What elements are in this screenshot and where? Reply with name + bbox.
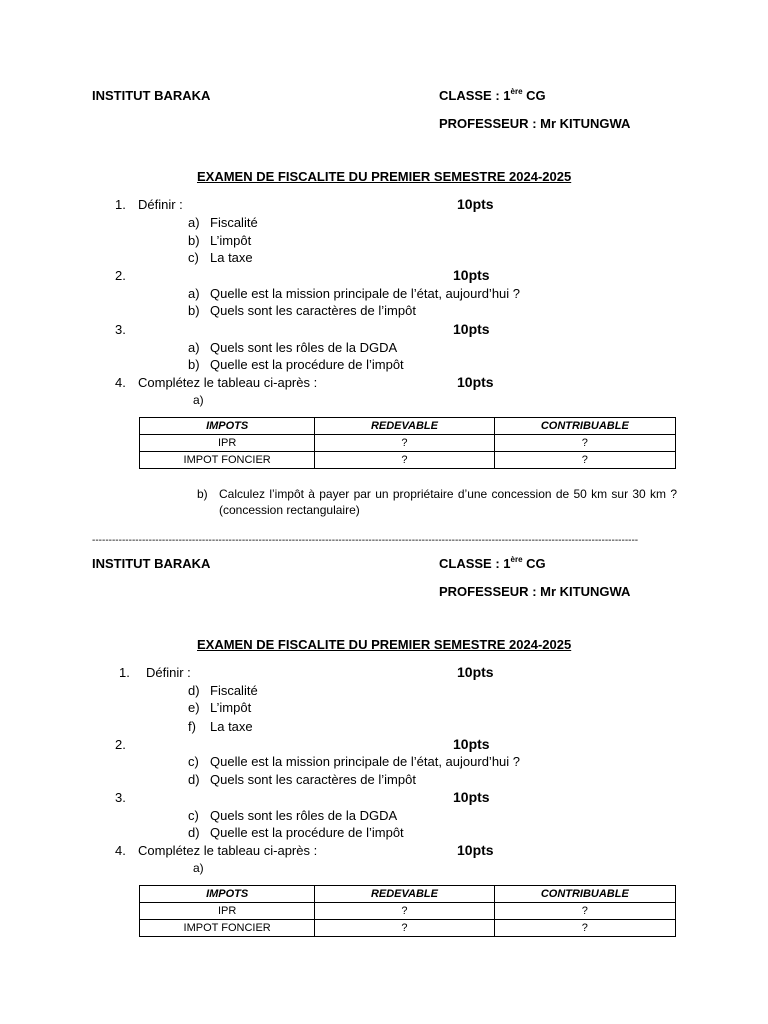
sub-label: a)	[193, 861, 204, 875]
sub-item: Fiscalité	[210, 215, 258, 230]
table-cell: IPR	[140, 903, 315, 920]
sub-item: Calculez l’impôt à payer par un propriétaire d’une concession de 50 km sur 30 km ? (concession rectangulaire)	[219, 487, 677, 517]
table-cell: ?	[494, 452, 675, 469]
table-cell: ?	[315, 452, 494, 469]
sub-label: e)	[188, 700, 200, 715]
cut-separator: --------------------------------------------------------------------------------------------------------------------------------------------------------------------	[92, 535, 639, 546]
points-badge: 10pts	[457, 196, 494, 212]
table-row	[140, 452, 676, 469]
points-badge: 10pts	[453, 321, 490, 337]
table-cell: ?	[494, 435, 675, 452]
table-header-cell: REDEVABLE	[315, 886, 494, 903]
sub-label: b)	[188, 357, 200, 372]
sub-label: a)	[193, 393, 204, 407]
sub-item: L’impôt	[210, 233, 252, 248]
table-cell: ?	[315, 903, 494, 920]
sub-question-b	[197, 486, 677, 518]
table-cell: ?	[494, 920, 675, 937]
question-number: 2.	[115, 268, 126, 283]
school-name: INSTITUT BARAKA	[92, 88, 211, 103]
question-text: Définir :	[146, 665, 191, 680]
tax-table	[139, 417, 676, 469]
table-row	[140, 435, 676, 452]
sub-item: Quels sont les caractères de l’impôt	[210, 772, 416, 787]
sub-label: c)	[188, 754, 199, 769]
points-badge: 10pts	[457, 664, 494, 680]
teacher-label: PROFESSEUR : Mr KITUNGWA	[439, 584, 631, 599]
exam-title: EXAMEN DE FISCALITE DU PREMIER SEMESTRE 2024-2025	[197, 637, 572, 652]
points-badge: 10pts	[457, 842, 494, 858]
points-badge: 10pts	[453, 789, 490, 805]
question-text: Complétez le tableau ci-après :	[138, 375, 318, 390]
sub-item: Quelle est la mission principale de l’état, aujourd’hui ?	[210, 286, 521, 301]
table-header-row	[140, 886, 676, 903]
table-row	[140, 920, 676, 937]
question-number: 3.	[115, 322, 126, 337]
class-label: CLASSE : 1ère CG	[439, 87, 546, 103]
sub-label: a)	[188, 215, 200, 230]
table-cell: ?	[315, 920, 494, 937]
sub-label: b)	[197, 487, 208, 501]
sub-item: Quels sont les rôles de la DGDA	[210, 340, 398, 355]
table-header-cell: CONTRIBUABLE	[494, 886, 675, 903]
sub-label: a)	[188, 340, 200, 355]
sub-label: a)	[188, 286, 200, 301]
teacher-label: PROFESSEUR : Mr KITUNGWA	[439, 116, 631, 131]
sub-label: d)	[188, 825, 200, 840]
sub-label: c)	[188, 250, 199, 265]
question-text: Définir :	[138, 197, 183, 212]
question-number: 1.	[115, 197, 126, 212]
table-header-cell: CONTRIBUABLE	[494, 418, 675, 435]
sub-label: b)	[188, 233, 200, 248]
sub-item: Fiscalité	[210, 683, 258, 698]
question-number: 4.	[115, 375, 126, 390]
question-number: 4.	[115, 843, 126, 858]
sub-item: La taxe	[210, 250, 253, 265]
sub-item: Quelle est la procédure de l’impôt	[210, 357, 404, 372]
points-badge: 10pts	[453, 267, 490, 283]
sub-item: La taxe	[210, 719, 253, 734]
table-header-cell: IMPOTS	[140, 418, 315, 435]
question-number: 2.	[115, 737, 126, 752]
table-row	[140, 903, 676, 920]
table-header-cell: IMPOTS	[140, 886, 315, 903]
sub-item: Quelle est la mission principale de l’état, aujourd’hui ?	[210, 754, 521, 769]
points-badge: 10pts	[457, 374, 494, 390]
sub-item: Quels sont les rôles de la DGDA	[210, 808, 398, 823]
school-name: INSTITUT BARAKA	[92, 556, 211, 571]
question-number: 1.	[119, 665, 130, 680]
table-cell: IMPOT FONCIER	[140, 452, 315, 469]
tax-table	[139, 885, 676, 937]
sub-label: d)	[188, 683, 200, 698]
class-label: CLASSE : 1ère CG	[439, 555, 546, 571]
sub-label: c)	[188, 808, 199, 823]
question-number: 3.	[115, 790, 126, 805]
sub-label: f)	[188, 719, 196, 734]
question-text: Complétez le tableau ci-après :	[138, 843, 318, 858]
table-header-row	[140, 418, 676, 435]
sub-label: d)	[188, 772, 200, 787]
table-cell: IMPOT FONCIER	[140, 920, 315, 937]
points-badge: 10pts	[453, 736, 490, 752]
sub-label: b)	[188, 303, 200, 318]
table-header-cell: REDEVABLE	[315, 418, 494, 435]
exam-title: EXAMEN DE FISCALITE DU PREMIER SEMESTRE 2024-2025	[197, 169, 572, 184]
table-cell: IPR	[140, 435, 315, 452]
sub-item: Quelle est la procédure de l’impôt	[210, 825, 404, 840]
sub-item: Quels sont les caractères de l’impôt	[210, 303, 416, 318]
table-cell: ?	[494, 903, 675, 920]
sub-item: L’impôt	[210, 700, 252, 715]
table-cell: ?	[315, 435, 494, 452]
